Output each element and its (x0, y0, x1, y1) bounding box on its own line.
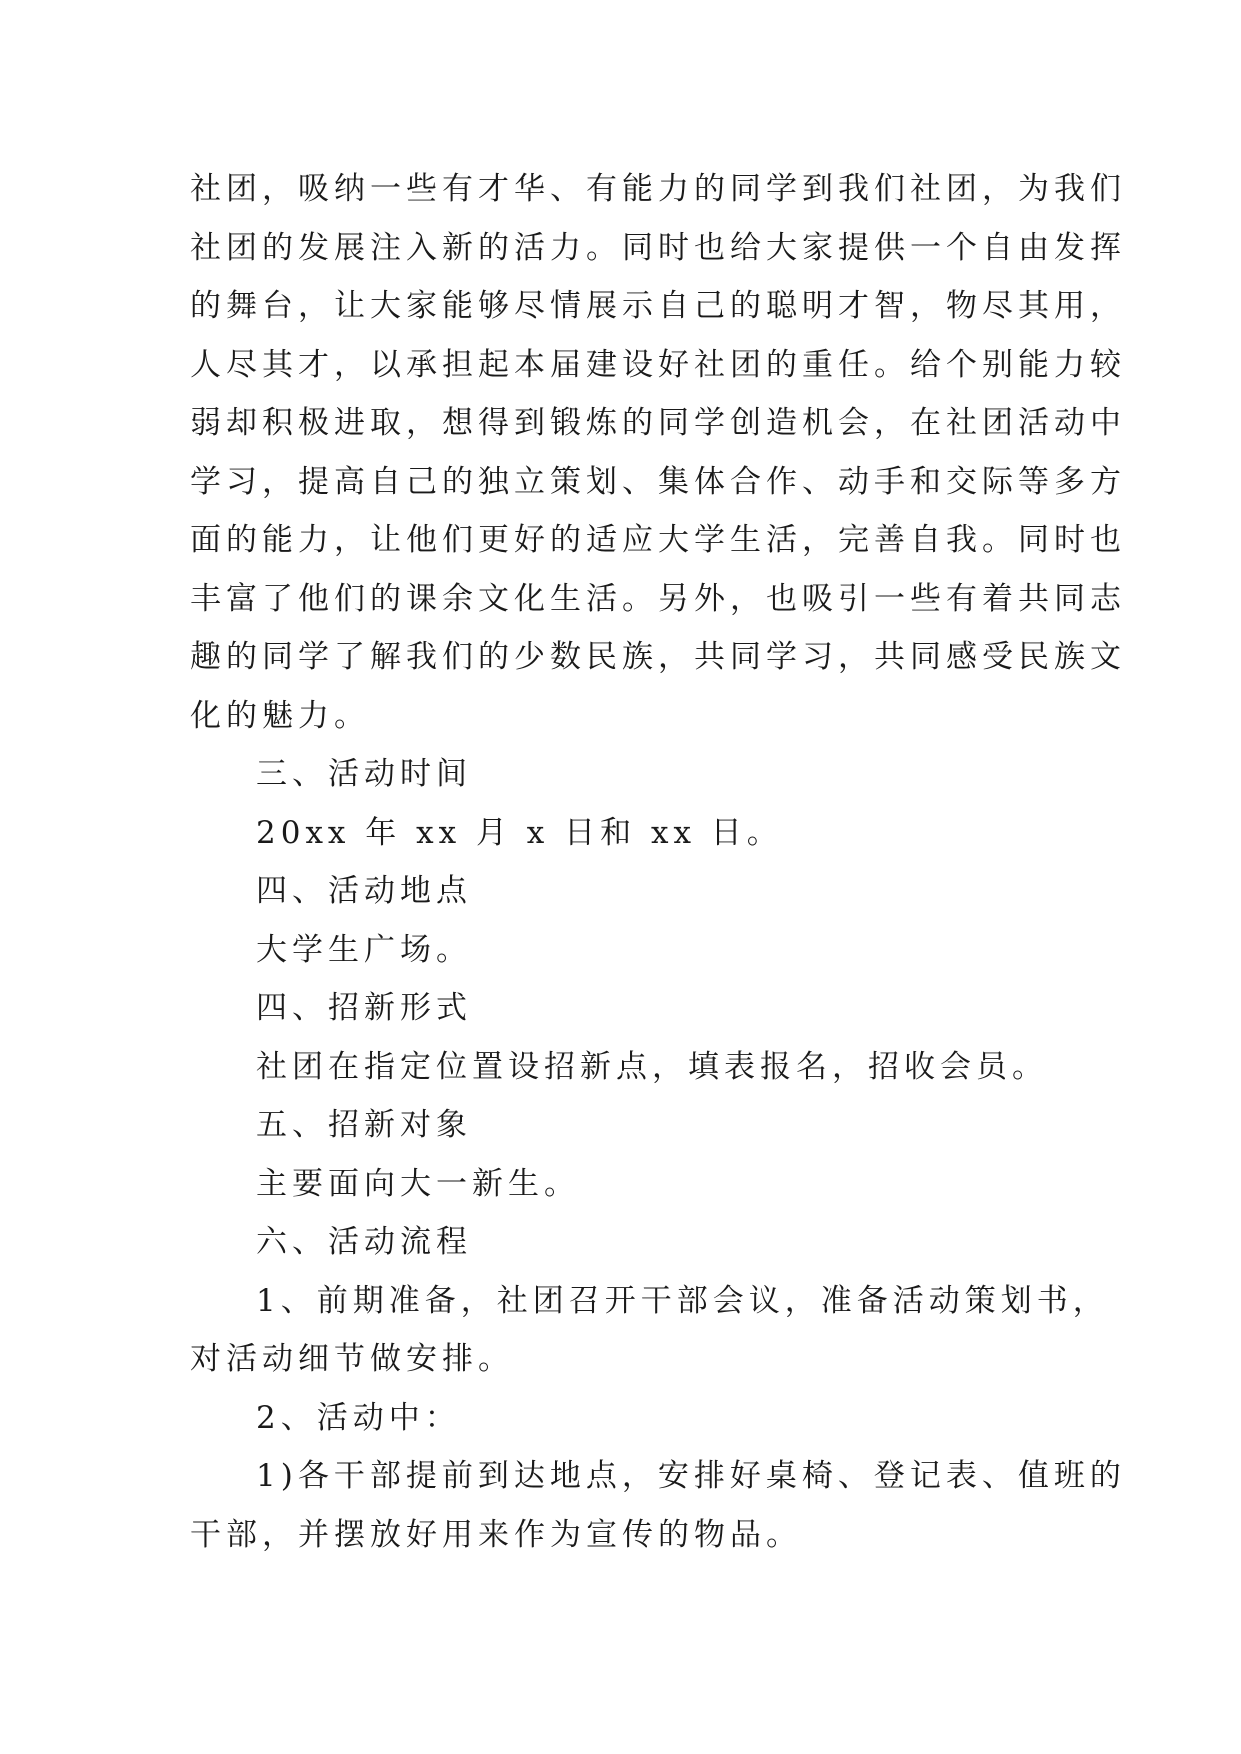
text-line: 趣的同学了解我们的少数民族，共同学习，共同感受民族文 (190, 639, 1126, 675)
text-line: 面的能力，让他们更好的适应大学生活，完善自我。同时也 (190, 522, 1126, 558)
process-step-1-continued: 对活动细节做安排。 (190, 1341, 514, 1377)
activity-location-text: 大学生广场。 (256, 931, 472, 968)
section-heading-recruit-form: 四、招新形式 (256, 990, 472, 1026)
text-line: 社团的发展注入新的活力。同时也给大家提供一个自由发挥 (190, 229, 1126, 266)
text-line: 化的魅力。 (190, 697, 370, 734)
text-line: 的舞台，让大家能够尽情展示自己的聪明才智，物尽其用， (190, 288, 1126, 324)
text-line: 弱却积极进取，想得到锻炼的同学创造机会，在社团活动中 (190, 405, 1126, 441)
text-line: 人尽其才，以承担起本届建设好社团的重任。给个别能力较 (190, 346, 1126, 383)
document-body (190, 160, 1126, 1564)
process-substep-1: 1)各干部提前到达地点，安排好桌椅、登记表、值班的 (256, 1458, 1126, 1494)
text-line: 丰富了他们的课余文化生活。另外，也吸引一些有着共同志 (190, 580, 1126, 617)
text-line: 社团，吸纳一些有才华、有能力的同学到我们社团，为我们 (190, 171, 1126, 207)
text-line: 学习，提高自己的独立策划、集体合作、动手和交际等多方 (190, 463, 1126, 500)
section-heading-recruit-target: 五、招新对象 (256, 1107, 472, 1143)
process-substep-1-continued: 干部，并摆放好用来作为宣传的物品。 (190, 1516, 802, 1553)
recruit-target-text: 主要面向大一新生。 (256, 1165, 580, 1202)
section-heading-activity-location: 四、活动地点 (256, 873, 472, 909)
section-heading-activity-time: 三、活动时间 (256, 756, 472, 792)
process-step-2: 2、活动中： (256, 1399, 461, 1436)
process-step-1: 1、前期准备，社团召开干部会议，准备活动策划书， (256, 1282, 1109, 1319)
recruit-form-text: 社团在指定位置设招新点，填表报名，招收会员。 (256, 1048, 1048, 1085)
activity-time-text: 20xx 年 xx 月 x 日和 xx 日。 (256, 814, 783, 851)
section-heading-activity-process: 六、活动流程 (256, 1224, 472, 1260)
